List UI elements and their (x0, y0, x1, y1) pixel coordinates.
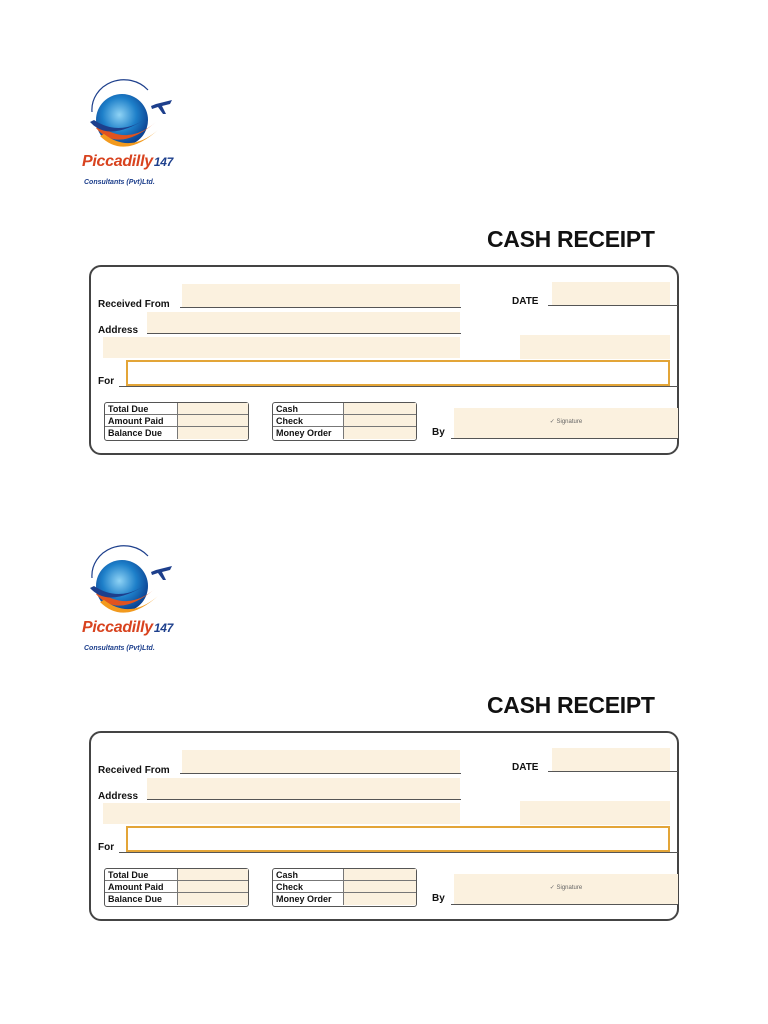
check-row (273, 881, 416, 893)
money-order-label: Money Order (276, 894, 332, 904)
signature-hint: ✓ Signature (549, 885, 583, 891)
address-underline (147, 333, 461, 334)
address-label: Address (98, 325, 139, 336)
signature-field[interactable] (454, 874, 678, 904)
balance-due-field[interactable] (177, 427, 248, 439)
balance-due-field[interactable] (177, 893, 248, 905)
amount-paid-label: Amount Paid (108, 416, 164, 426)
address-line-2-field[interactable] (103, 803, 460, 824)
date-field[interactable] (552, 748, 670, 771)
received-from-label: Received From (98, 299, 170, 310)
cash-row (273, 869, 416, 881)
brand-subtitle: Consultants (Pvt)Ltd. (84, 179, 155, 186)
payment-method-table (272, 402, 417, 441)
address-field[interactable] (147, 312, 460, 333)
receipt-copy-2 (0, 466, 768, 936)
totals-table (104, 402, 249, 441)
check-label: Check (276, 882, 304, 892)
balance-due-row (105, 893, 248, 905)
received-from-field[interactable] (182, 284, 460, 308)
amount-field[interactable] (520, 801, 670, 825)
amount-paid-label: Amount Paid (108, 882, 164, 892)
check-label: Check (276, 416, 304, 426)
received-from-underline (180, 773, 461, 774)
total-due-label: Total Due (108, 404, 149, 414)
signature-hint: ✓ Signature (549, 419, 583, 425)
signature-underline (451, 904, 678, 905)
receipt-title: CASH RECEIPT (487, 692, 655, 718)
total-due-label: Total Due (108, 870, 149, 880)
check-field[interactable] (343, 881, 416, 892)
brand-name: Piccadilly147 (82, 619, 173, 636)
globe-plane-icon (78, 542, 178, 622)
amount-field[interactable] (520, 335, 670, 359)
address-label: Address (98, 791, 139, 802)
cash-row (273, 403, 416, 415)
amount-paid-row (105, 881, 248, 893)
cash-label: Cash (276, 870, 299, 880)
balance-due-label: Balance Due (108, 894, 163, 904)
cash-field[interactable] (343, 403, 416, 414)
date-underline (548, 305, 678, 306)
receipt-card (89, 265, 679, 455)
signature-underline (451, 438, 678, 439)
check-row (273, 415, 416, 427)
money-order-row (273, 427, 416, 439)
cash-label: Cash (276, 404, 299, 414)
receipt-title: CASH RECEIPT (487, 226, 655, 252)
amount-paid-field[interactable] (177, 881, 248, 892)
money-order-field[interactable] (343, 427, 416, 439)
date-label: DATE (512, 762, 539, 773)
money-order-field[interactable] (343, 893, 416, 905)
money-order-row (273, 893, 416, 905)
by-label: By (432, 893, 445, 904)
brand-name: Piccadilly147 (82, 153, 173, 170)
total-due-field[interactable] (177, 869, 248, 880)
for-label: For (98, 376, 115, 387)
date-field[interactable] (552, 282, 670, 305)
total-due-row (105, 869, 248, 881)
by-label: By (432, 427, 445, 438)
signature-field[interactable] (454, 408, 678, 438)
receipt-copy-1 (0, 0, 768, 470)
receipt-card (89, 731, 679, 921)
check-field[interactable] (343, 415, 416, 426)
company-logo (78, 76, 178, 206)
for-field[interactable] (126, 360, 670, 386)
for-label: For (98, 842, 115, 853)
company-logo (78, 542, 178, 672)
amount-paid-field[interactable] (177, 415, 248, 426)
address-line-2-field[interactable] (103, 337, 460, 358)
brand-number: 147 (153, 621, 173, 635)
total-due-field[interactable] (177, 403, 248, 414)
globe-plane-icon (78, 76, 178, 156)
totals-table (104, 868, 249, 907)
brand-number: 147 (153, 155, 173, 169)
received-from-label: Received From (98, 765, 170, 776)
address-field[interactable] (147, 778, 460, 799)
payment-method-table (272, 868, 417, 907)
balance-due-label: Balance Due (108, 428, 163, 438)
brand-subtitle: Consultants (Pvt)Ltd. (84, 645, 155, 652)
cash-field[interactable] (343, 869, 416, 880)
for-underline (119, 852, 678, 853)
received-from-field[interactable] (182, 750, 460, 774)
for-underline (119, 386, 678, 387)
received-from-underline (180, 307, 461, 308)
date-underline (548, 771, 678, 772)
money-order-label: Money Order (276, 428, 332, 438)
total-due-row (105, 403, 248, 415)
amount-paid-row (105, 415, 248, 427)
for-field[interactable] (126, 826, 670, 852)
address-underline (147, 799, 461, 800)
date-label: DATE (512, 296, 539, 307)
balance-due-row (105, 427, 248, 439)
